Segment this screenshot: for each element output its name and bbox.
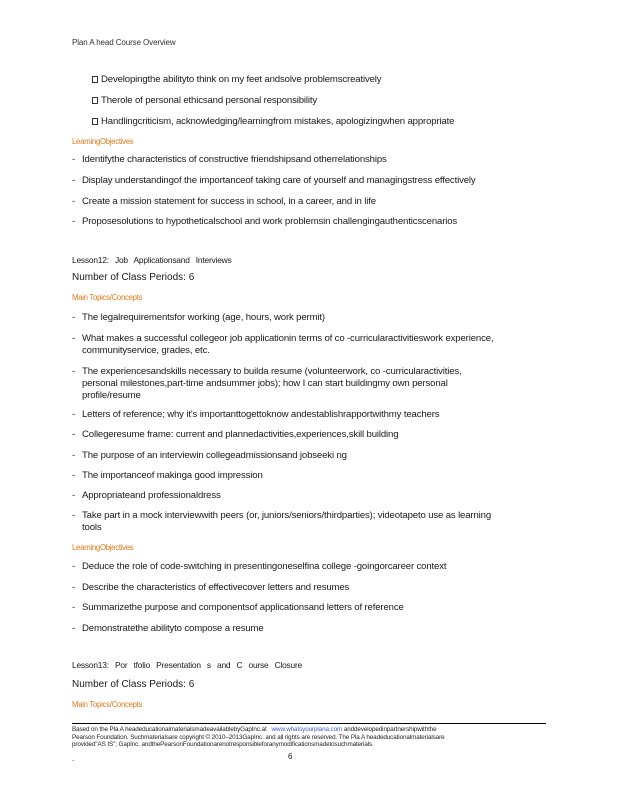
- list-item-text: The legalrequirementsfor working (age, hours, work permit): [82, 312, 325, 323]
- list-item: - The experiencesandskills necessary to builda resume (volunteerwork, co -curricularactivities, personal milestones,part-time andsummer jobs); how I can start buildingmy own personal profile/resume: [72, 366, 462, 401]
- list-item-text: personal milestones,part-time andsummer jobs); how I can start buildingmy own personal: [82, 378, 448, 389]
- footer-line: [72, 726, 546, 734]
- list-item: - Collegeresume frame: current and plannedactivities,experiences,skill building: [72, 429, 399, 440]
- list-item-text: The purpose of an interviewin collegeadmissionsand jobseeki ng: [82, 450, 347, 461]
- list-item-text: Appropriateand professionaldress: [82, 490, 221, 501]
- list-item: - The importanceof makinga good impression: [72, 470, 263, 481]
- list-item-text: Collegeresume frame: current and plannedactivities,experiences,skill building: [82, 429, 399, 440]
- list-item: - Letters of reference; why it's importanttogettoknow andestablishrapportwithmy teachers: [72, 409, 440, 420]
- list-item: - Create a mission statement for success in school, in a career, and in life: [72, 196, 376, 207]
- list-item-text: Deduce the role of code-switching in presentingoneselfina college -goingorcareer context: [82, 561, 447, 572]
- class-periods: Number of Class Periods: 6: [72, 679, 195, 690]
- class-periods: Number of Class Periods: 6: [72, 272, 195, 283]
- list-item-text: Describe the characteristics of effectivecover letters and resumes: [82, 582, 350, 593]
- checkbox-bullet-icon: [92, 76, 98, 83]
- list-item-text: Letters of reference; why it's importanttogettoknow andestablishrapportwithmy teachers: [82, 409, 440, 420]
- section-heading: LearningObjectives: [72, 543, 134, 552]
- list-item-text: Handlingcriticism, acknowledging/learningfrom mistakes, apologizingwhen appropriate: [101, 116, 455, 127]
- list-item-text: tools: [82, 522, 102, 533]
- section-heading: Main Topics/Concepts: [72, 293, 143, 302]
- list-item-text: Developingthe abilityto think on my feet andsolve problemscreatively: [101, 74, 382, 85]
- list-item: - Deduce the role of code-switching in presentingoneselfina college -goingorcareer context: [72, 561, 447, 572]
- list-item: - Proposesolutions to hypotheticalschool and work problemsin challengingauthenticscenarios: [72, 216, 458, 227]
- list-item-text: profile/resume: [82, 390, 141, 401]
- list-item: - Take part in a mock interviewwith peers (or, juniors/seniors/thirdparties); videotapeto use as learning tools: [72, 510, 492, 533]
- list-item: - Demonstratethe abilityto compose a resume: [72, 623, 264, 634]
- footer-text: anddevelopedinpartnershipwiththe: [343, 726, 437, 733]
- footer-line: provided"AS IS"; GapInc. andthePearsonFoundationarenotresponsibleforanymodificationsmadetosuchmaterials.: [72, 741, 374, 749]
- lesson-title: Lesson13: Por tfolio Presentation s and C ourse Closure: [72, 660, 303, 670]
- footer-text: Based on the Pla A headeducationalmaterialsmadeavailablebyGapInc.at: [72, 726, 267, 733]
- list-item: [92, 116, 454, 128]
- footer-note: [72, 726, 546, 749]
- section-heading: Main Topics/Concepts: [72, 700, 143, 709]
- checkbox-bullet-icon: [92, 118, 98, 125]
- list-item: - The purpose of an interviewin collegeadmissionsand jobseeki ng: [72, 450, 347, 461]
- list-item: - What makes a successful collegeor job applicationin terms of co -curricularactivitieswork experience, communityservice, grades, etc.: [72, 333, 494, 356]
- list-item-text: Summarizethe purpose and componentsof applicationsand letters of reference: [82, 602, 404, 613]
- lesson-title: Lesson12: Job Applicationsand Interviews: [72, 255, 232, 265]
- list-item: [92, 95, 317, 107]
- list-item-text: Take part in a mock interviewwith peers (or, juniors/seniors/thirdparties); videotapeto use as learning: [82, 510, 492, 521]
- page-number: 6: [288, 752, 293, 761]
- list-item-text: Demonstratethe abilityto compose a resume: [82, 623, 264, 634]
- list-item-text: communityservice, grades, etc.: [82, 345, 210, 356]
- list-item: - The legalrequirementsfor working (age, hours, work permit): [72, 312, 325, 323]
- list-item-text: The importanceof makinga good impression: [82, 470, 263, 481]
- list-item: [92, 74, 381, 86]
- footer-dot: .: [72, 754, 75, 763]
- list-item-text: Identifythe characteristics of constructive friendshipsand otherrelationships: [82, 154, 387, 165]
- list-item: - Appropriateand professionaldress: [72, 490, 221, 501]
- list-item: - Describe the characteristics of effectivecover letters and resumes: [72, 582, 350, 593]
- footer-line: Pearson Foundation. Suchmaterialsare copyright © 2010–2013GapInc. and all rights are reserved. The Pla A headeducationalmaterialsare: [72, 733, 445, 741]
- page-header: Plan A head Course Overview: [72, 38, 176, 47]
- checkbox-bullet-icon: [92, 97, 98, 104]
- list-item: - Identifythe characteristics of constructive friendshipsand otherrelationships: [72, 154, 387, 165]
- list-item: - Display understandingof the importanceof taking care of yourself and managingstress effectively: [72, 175, 476, 186]
- list-item: - Summarizethe purpose and componentsof applicationsand letters of reference: [72, 602, 404, 613]
- footer-link[interactable]: www.whatsyourplana.com: [271, 726, 343, 733]
- section-heading: LearningObjectives: [72, 137, 134, 146]
- list-item-text: What makes a successful collegeor job applicationin terms of co -curricularactivitieswork experience,: [82, 333, 494, 344]
- list-item-text: The experiencesandskills necessary to builda resume (volunteerwork, co -curricularactivities,: [82, 366, 462, 377]
- list-item-text: Therole of personal ethicsand personal responsibility: [101, 95, 318, 106]
- list-item-text: Proposesolutions to hypotheticalschool and work problemsin challengingauthenticscenarios: [82, 216, 458, 227]
- footer-divider: [72, 723, 546, 724]
- list-item-text: Display understandingof the importanceof taking care of yourself and managingstress effectively: [82, 175, 476, 186]
- list-item-text: Create a mission statement for success in school, in a career, and in life: [82, 196, 376, 207]
